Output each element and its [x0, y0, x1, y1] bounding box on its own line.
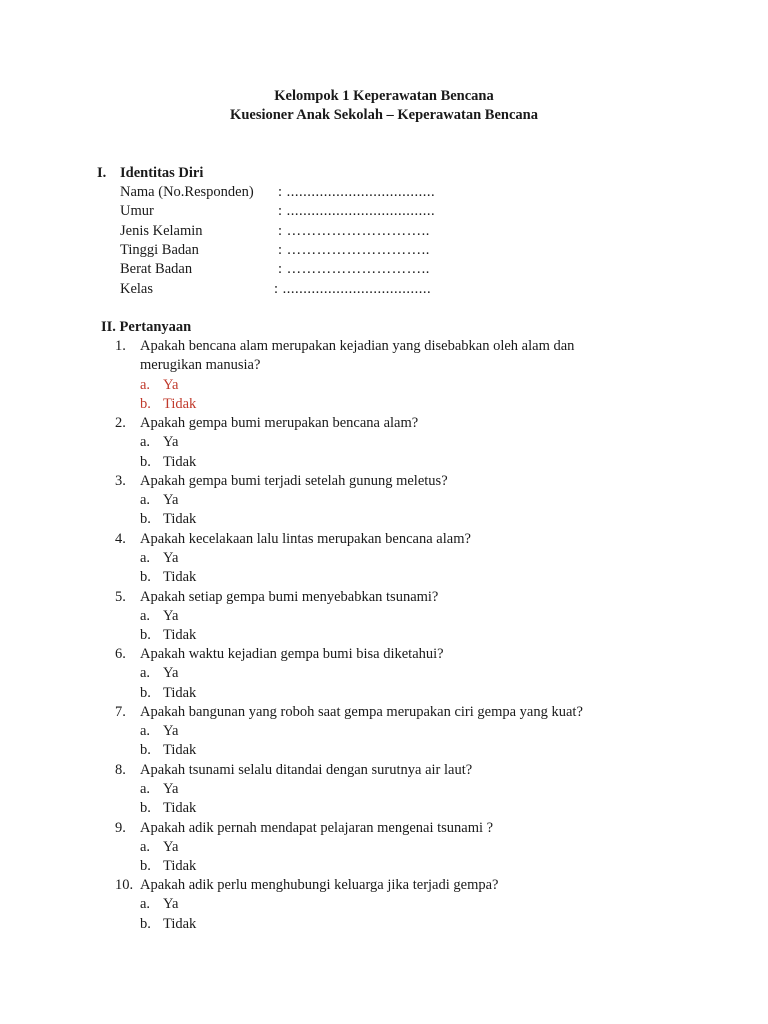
question-text: Apakah tsunami selalu ditandai dengan surutnya air laut?: [140, 762, 473, 778]
question-number: 10.: [115, 877, 134, 893]
question-text: Apakah kecelakaan lalu lintas merupakan bencana alam?: [140, 531, 471, 547]
section-2-title: II. Pertanyaan: [101, 319, 192, 335]
question-number: 4.: [115, 531, 126, 547]
field-value-nama: : ....................................: [278, 184, 436, 200]
question-number: 2.: [115, 415, 126, 431]
question-text: Apakah setiap gempa bumi menyebabkan tsunami?: [140, 589, 439, 605]
question-text-continuation: merugikan manusia?: [140, 357, 261, 373]
field-value-kelas: : ....................................: [274, 281, 432, 297]
question-text: Apakah gempa bumi terjadi setelah gunung meletus?: [140, 473, 448, 489]
option-b-marker: b.: [140, 742, 151, 758]
option-a-marker: a.: [140, 665, 151, 681]
option-a-marker: a.: [140, 781, 151, 797]
option-a-label: Ya: [163, 492, 179, 508]
option-b-label: Tidak: [163, 396, 197, 412]
question-text: Apakah bencana alam merupakan kejadian yang disebabkan oleh alam dan: [140, 338, 575, 354]
option-b-label: Tidak: [163, 454, 197, 470]
option-b-label: Tidak: [163, 742, 197, 758]
question-text: Apakah waktu kejadian gempa bumi bisa diketahui?: [140, 646, 444, 662]
option-a-label: Ya: [163, 781, 179, 797]
option-a-marker: a.: [140, 550, 151, 566]
field-value-berat-badan: : ………………………..: [278, 261, 430, 277]
option-b-marker: b.: [140, 858, 151, 874]
question-number: 7.: [115, 704, 126, 720]
option-b-marker: b.: [140, 396, 151, 412]
option-b-label: Tidak: [163, 685, 197, 701]
question-number: 6.: [115, 646, 126, 662]
document-title: Kelompok 1 Keperawatan Bencana: [274, 88, 494, 104]
question-number: 9.: [115, 820, 126, 836]
option-a-label: Ya: [163, 608, 179, 624]
option-b-marker: b.: [140, 627, 151, 643]
option-a-marker: a.: [140, 434, 151, 450]
field-value-tinggi-badan: : ………………………..: [278, 242, 430, 258]
question-number: 8.: [115, 762, 126, 778]
option-a-label: Ya: [163, 839, 179, 855]
option-b-label: Tidak: [163, 627, 197, 643]
field-value-umur: : ....................................: [278, 203, 436, 219]
field-label-jenis-kelamin: Jenis Kelamin: [120, 223, 203, 239]
option-b-label: Tidak: [163, 511, 197, 527]
field-label-kelas: Kelas: [120, 281, 154, 297]
question-number: 1.: [115, 338, 126, 354]
field-label-tinggi-badan: Tinggi Badan: [120, 242, 199, 258]
option-b-marker: b.: [140, 511, 151, 527]
section-1-number: I.: [97, 165, 107, 181]
option-a-label: Ya: [163, 896, 179, 912]
question-text: Apakah adik perlu menghubungi keluarga jika terjadi gempa?: [140, 877, 499, 893]
option-b-label: Tidak: [163, 858, 197, 874]
option-b-marker: b.: [140, 916, 151, 932]
question-number: 5.: [115, 589, 126, 605]
option-a-marker: a.: [140, 896, 151, 912]
section-1-title: Identitas Diri: [120, 165, 204, 181]
document-subtitle: Kuesioner Anak Sekolah – Keperawatan Bencana: [230, 107, 538, 123]
question-text: Apakah adik pernah mendapat pelajaran mengenai tsunami ?: [140, 820, 494, 836]
question-text: Apakah gempa bumi merupakan bencana alam?: [140, 415, 419, 431]
option-a-label: Ya: [163, 665, 179, 681]
option-a-label: Ya: [163, 550, 179, 566]
option-b-marker: b.: [140, 800, 151, 816]
option-b-marker: b.: [140, 685, 151, 701]
option-a-marker: a.: [140, 492, 151, 508]
option-a-marker: a.: [140, 608, 151, 624]
option-b-label: Tidak: [163, 800, 197, 816]
field-value-jenis-kelamin: : ………………………..: [278, 223, 430, 239]
option-b-label: Tidak: [163, 916, 197, 932]
field-label-berat-badan: Berat Badan: [120, 261, 193, 277]
option-b-marker: b.: [140, 454, 151, 470]
field-label-umur: Umur: [120, 203, 154, 219]
question-text: Apakah bangunan yang roboh saat gempa merupakan ciri gempa yang kuat?: [140, 704, 583, 720]
option-a-marker: a.: [140, 377, 151, 393]
field-label-nama: Nama (No.Responden): [120, 184, 254, 200]
option-a-marker: a.: [140, 839, 151, 855]
option-b-label: Tidak: [163, 569, 197, 585]
option-a-label: Ya: [163, 377, 179, 393]
question-number: 3.: [115, 473, 126, 489]
option-a-marker: a.: [140, 723, 151, 739]
option-a-label: Ya: [163, 723, 179, 739]
option-a-label: Ya: [163, 434, 179, 450]
option-b-marker: b.: [140, 569, 151, 585]
